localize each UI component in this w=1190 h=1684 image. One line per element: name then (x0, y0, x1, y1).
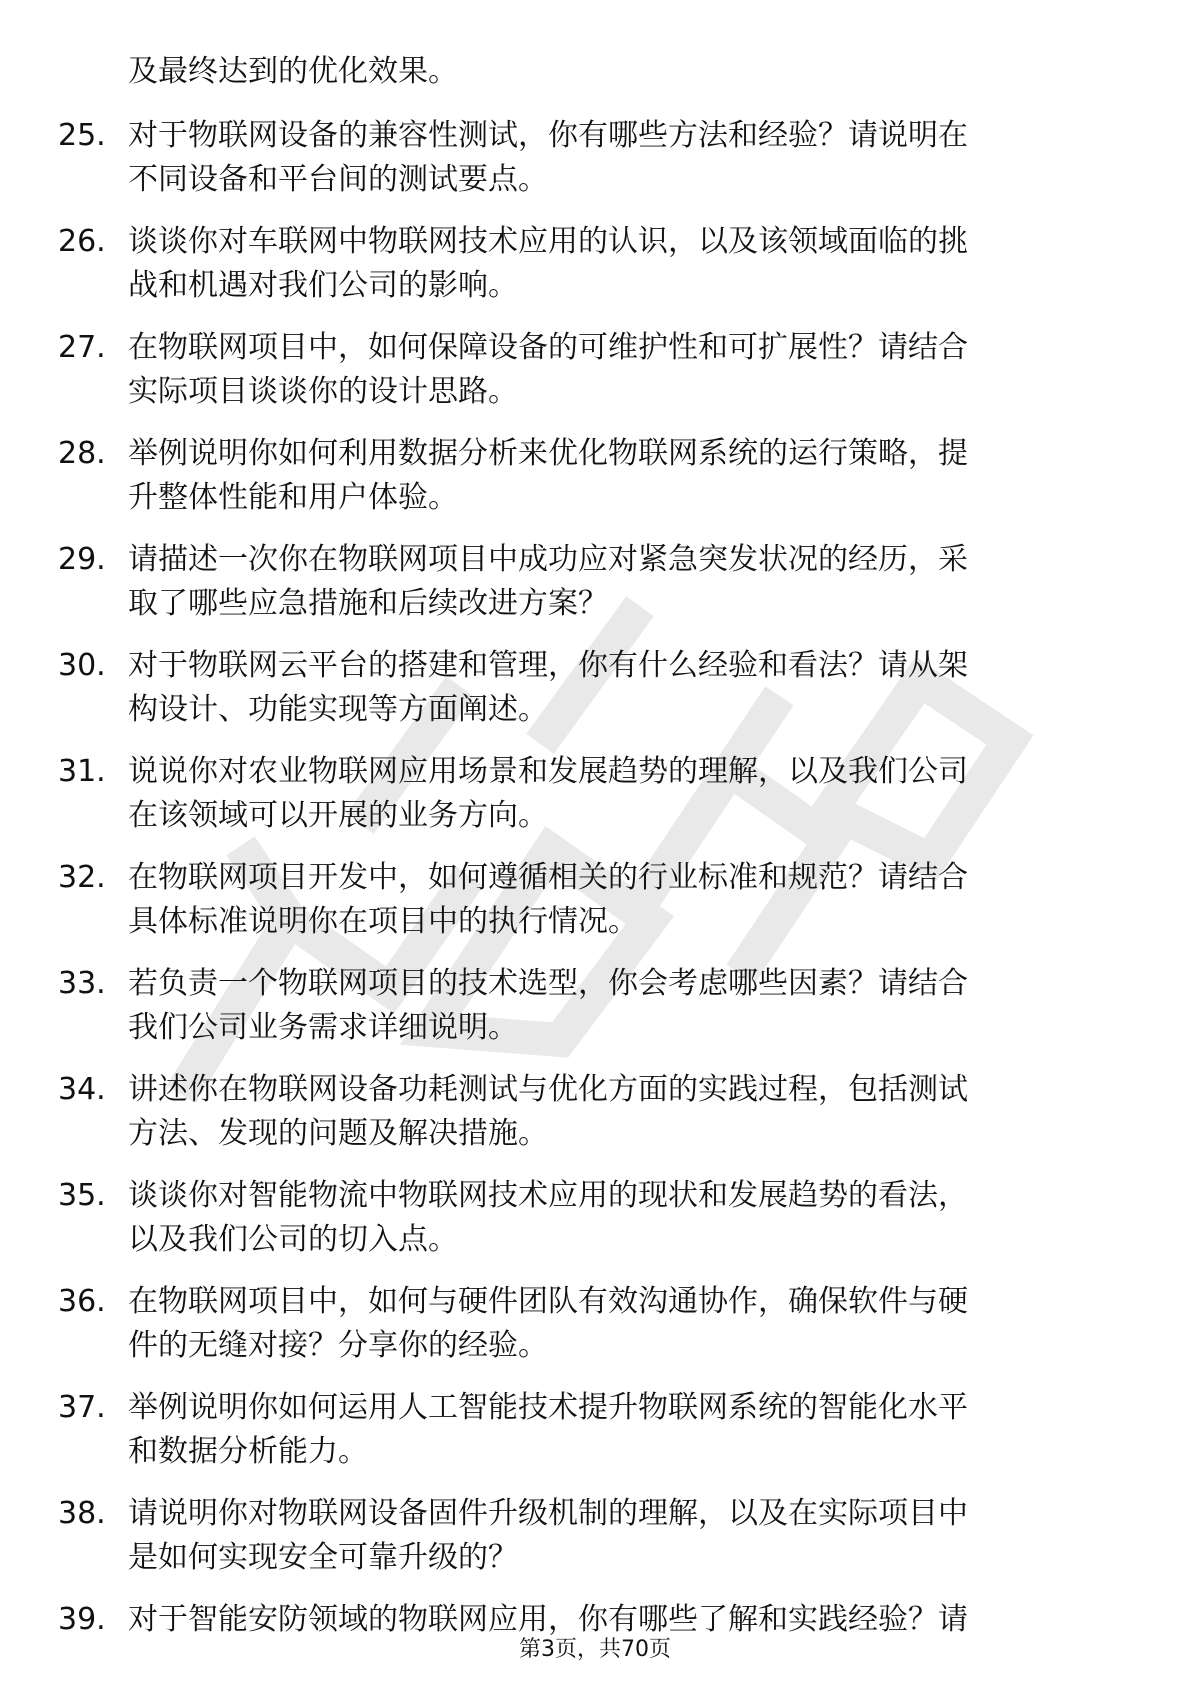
question-number: 36. (58, 1284, 106, 1319)
question-text-line: 谈谈你对智能物流中物联网技术应用的现状和发展趋势的看法， (128, 1178, 968, 1213)
question-item (0, 1068, 1190, 1174)
question-number: 35. (58, 1178, 106, 1213)
question-item (0, 1386, 1190, 1492)
question-text-line: 取了哪些应急措施和后续改进方案？ (128, 586, 608, 621)
question-text-line: 在物联网项目中，如何与硬件团队有效沟通协作，确保软件与硬 (128, 1284, 968, 1319)
question-item (0, 856, 1190, 962)
question-number: 32. (58, 860, 106, 895)
question-number: 34. (58, 1072, 106, 1107)
question-text-line: 和数据分析能力。 (128, 1434, 368, 1469)
question-text-line: 请描述一次你在物联网项目中成功应对紧急突发状况的经历，采 (128, 542, 968, 577)
page-footer: 第3页，共70页 (519, 1637, 671, 1662)
question-item (0, 114, 1190, 220)
question-text-line: 不同设备和平台间的测试要点。 (128, 162, 548, 197)
question-number: 25. (58, 118, 106, 153)
question-number: 39. (58, 1602, 106, 1637)
question-text-line: 在物联网项目中，如何保障设备的可维护性和可扩展性？请结合 (128, 330, 968, 365)
question-list (0, 114, 1190, 1684)
question-text-line: 请说明你对物联网设备固件升级机制的理解，以及在实际项目中 (128, 1496, 968, 1531)
question-item (0, 1492, 1190, 1598)
question-number: 27. (58, 330, 106, 365)
question-item (0, 644, 1190, 750)
question-text-line: 我们公司业务需求详细说明。 (128, 1010, 518, 1045)
question-text-line: 构设计、功能实现等方面阐述。 (128, 692, 548, 727)
continuation-text: 及最终达到的优化效果。 (128, 54, 458, 89)
question-text-line: 在物联网项目开发中，如何遵循相关的行业标准和规范？请结合 (128, 860, 968, 895)
question-item (0, 326, 1190, 432)
question-text-line: 若负责一个物联网项目的技术选型，你会考虑哪些因素？请结合 (128, 966, 968, 1001)
question-text-line: 方法、发现的问题及解决措施。 (128, 1116, 548, 1151)
question-number: 31. (58, 754, 106, 789)
question-item (0, 1174, 1190, 1280)
question-text-line: 升整体性能和用户体验。 (128, 480, 458, 515)
question-text-line: 战和机遇对我们公司的影响。 (128, 268, 518, 303)
question-text-line: 是如何实现安全可靠升级的？ (128, 1540, 518, 1575)
question-number: 37. (58, 1390, 106, 1425)
question-item (0, 538, 1190, 644)
question-number: 33. (58, 966, 106, 1001)
question-number: 38. (58, 1496, 106, 1531)
question-text-line: 举例说明你如何利用数据分析来优化物联网系统的运行策略，提 (128, 436, 968, 471)
question-text-line: 在该领域可以开展的业务方向。 (128, 798, 548, 833)
question-item (0, 220, 1190, 326)
question-text-line: 对于物联网设备的兼容性测试，你有哪些方法和经验？请说明在 (128, 118, 968, 153)
question-text-line: 讲述你在物联网设备功耗测试与优化方面的实践过程，包括测试 (128, 1072, 968, 1107)
question-text-line: 谈谈你对车联网中物联网技术应用的认识，以及该领域面临的挑 (128, 224, 968, 259)
question-text-line: 件的无缝对接？分享你的经验。 (128, 1328, 548, 1363)
question-text-line: 实际项目谈谈你的设计思路。 (128, 374, 518, 409)
question-item (0, 962, 1190, 1068)
question-text-line: 说说你对农业物联网应用场景和发展趋势的理解，以及我们公司 (128, 754, 968, 789)
question-text-line: 以及我们公司的切入点。 (128, 1222, 458, 1257)
question-number: 29. (58, 542, 106, 577)
question-number: 28. (58, 436, 106, 471)
question-text-line: 对于物联网云平台的搭建和管理，你有什么经验和看法？请从架 (128, 648, 968, 683)
question-item (0, 432, 1190, 538)
question-item (0, 750, 1190, 856)
question-text-line: 具体标准说明你在项目中的执行情况。 (128, 904, 638, 939)
question-item (0, 1280, 1190, 1386)
question-number: 26. (58, 224, 106, 259)
question-text-line: 举例说明你如何运用人工智能技术提升物联网系统的智能化水平 (128, 1390, 968, 1425)
question-number: 30. (58, 648, 106, 683)
question-text-line: 对于智能安防领域的物联网应用，你有哪些了解和实践经验？请 (128, 1602, 968, 1637)
